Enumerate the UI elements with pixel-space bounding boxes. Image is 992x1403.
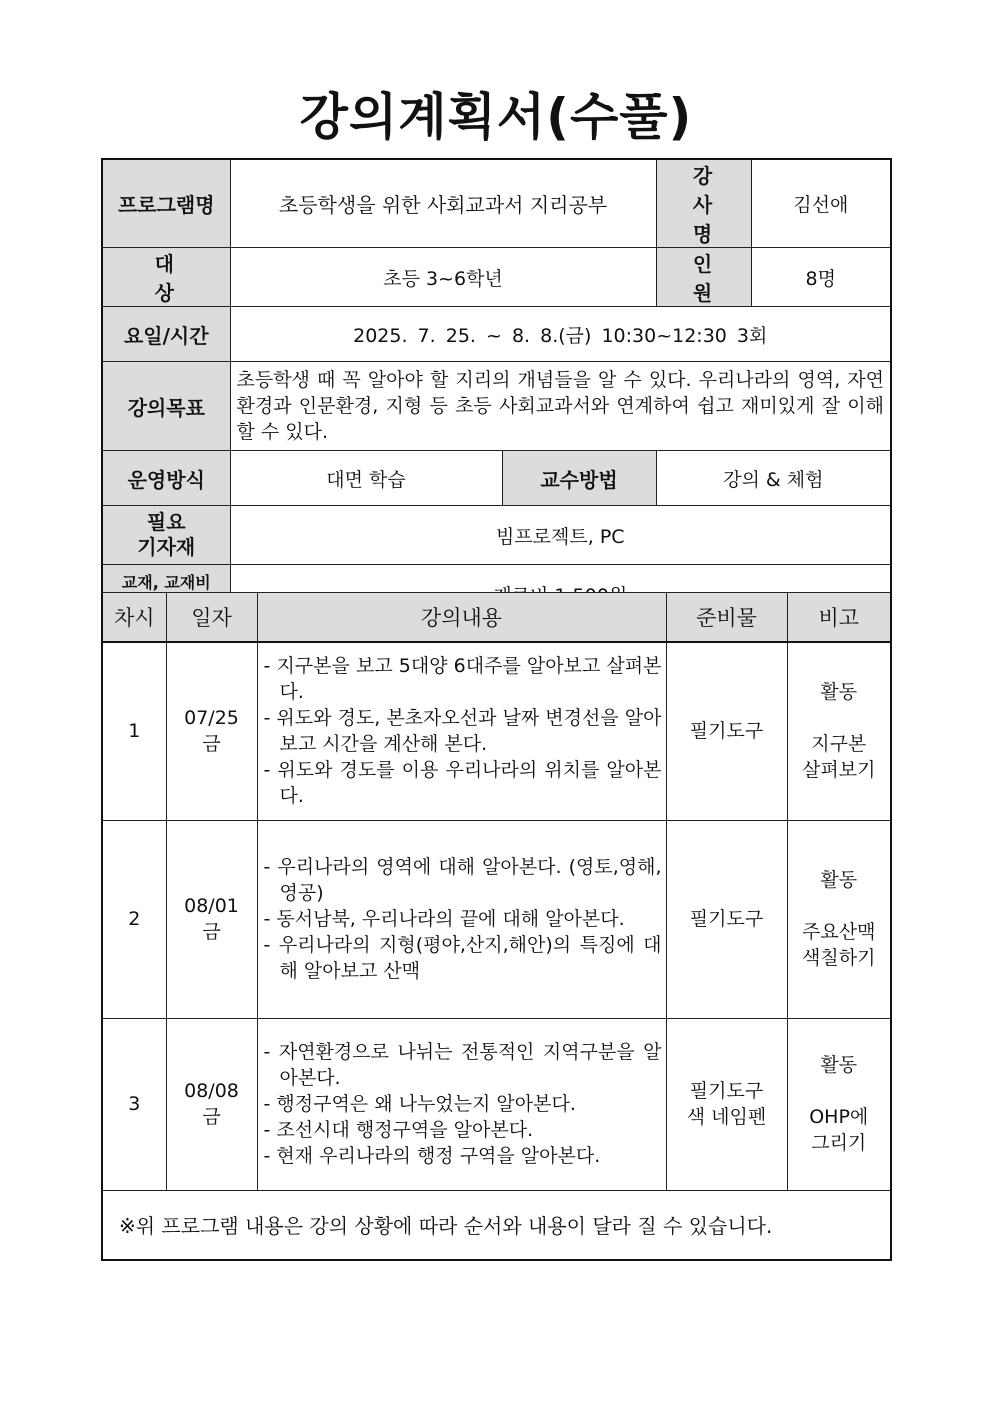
equip-label xyxy=(102,506,230,565)
note-line: 활동 xyxy=(820,869,858,891)
content-item: - 조선시대 행정구역을 알아본다. xyxy=(263,1119,534,1141)
schedule-header-row xyxy=(102,593,891,643)
note-line: 그리기 xyxy=(811,1132,867,1154)
note-line: 살펴보기 xyxy=(802,759,876,782)
teaching-label: 교수방법 xyxy=(502,451,656,506)
count-value: 8명 xyxy=(751,248,891,307)
footnote: ※위 프로그램 내용은 강의 상황에 따라 순서와 내용이 달라 질 수 있습니다. xyxy=(102,1190,891,1260)
table-row xyxy=(102,1018,891,1190)
content-item: - 자연환경으로 나뉘는 전통적인 지역구분을 알아본다. xyxy=(263,1041,662,1089)
day-value: 금 xyxy=(202,921,221,943)
footnote-row xyxy=(102,1190,891,1260)
page-title: 강의계획서(수풀) xyxy=(299,88,693,146)
material-label-line1: 교재, 교재비 xyxy=(121,573,211,592)
time-value: 2025. 7. 25. ~ 8. 8.(금) 10:30~12:30 3회 xyxy=(230,307,891,362)
teacher-value: 김선애 xyxy=(751,159,891,248)
equip-label-line2: 기자재 xyxy=(137,535,196,559)
teaching-value: 강의 & 체험 xyxy=(656,451,891,506)
program-value: 초등학생을 위한 사회교과서 지리공부 xyxy=(230,159,656,248)
goal-value: 초등학생 때 꼭 알아야 할 지리의 개념들을 알 수 있다. 우리나라의 영역, 자연환경과 인문환경, 지형 등 초등 사회교과서와 연계하여 쉽고 재미있게 잘 이해할 수 있다. xyxy=(230,362,891,451)
supplies xyxy=(666,642,787,820)
supply-item: 색 네임펜 xyxy=(686,1106,767,1128)
content-item: - 현재 우리나라의 행정 구역을 알아본다. xyxy=(263,1145,601,1167)
goal-row xyxy=(102,362,891,451)
content-item: - 위도와 경도를 이용 우리나라의 위치를 알아본다. xyxy=(263,759,662,808)
content-item: - 우리나라의 지형(평야,산지,해안)의 특징에 대해 알아보고 산맥 xyxy=(263,934,662,982)
note-line: 지구본 xyxy=(811,733,867,756)
method-value: 대면 학습 xyxy=(230,451,502,506)
table-row xyxy=(102,642,891,820)
supplies xyxy=(666,820,787,1018)
header-session: 차시 xyxy=(102,593,166,643)
table-row xyxy=(102,820,891,1018)
lecture-content xyxy=(257,1018,666,1190)
note-line xyxy=(788,1078,891,1104)
method-label: 운영방식 xyxy=(102,451,230,506)
lecture-content xyxy=(257,820,666,1018)
note-line xyxy=(788,705,891,731)
target-value: 초등 3~6학년 xyxy=(230,248,656,307)
session-number: 2 xyxy=(102,820,166,1018)
note xyxy=(787,1018,891,1190)
day-value: 금 xyxy=(202,733,221,756)
supply-item: 필기도구 xyxy=(689,720,764,743)
target-label: 대 상 xyxy=(102,248,230,307)
session-number: 3 xyxy=(102,1018,166,1190)
note-line: 활동 xyxy=(820,681,858,704)
session-number: 1 xyxy=(102,642,166,820)
date-value: 08/01 xyxy=(184,895,239,917)
content-item: - 우리나라의 영역에 대해 알아본다. (영토,영해,영공) xyxy=(263,856,662,904)
day-value: 금 xyxy=(202,1106,221,1128)
header-content: 강의내용 xyxy=(257,593,666,643)
equip-value: 빔프로젝트, PC xyxy=(230,506,891,565)
note xyxy=(787,820,891,1018)
session-date xyxy=(166,820,257,1018)
supply-item: 필기도구 xyxy=(689,908,764,930)
supply-item: 필기도구 xyxy=(689,1080,764,1102)
equip-label-line1: 필요 xyxy=(146,510,186,534)
content-item: - 동서남북, 우리나라의 끝에 대해 알아본다. xyxy=(263,908,625,930)
lecture-content xyxy=(257,642,666,820)
content-item: - 지구본을 보고 5대양 6대주를 알아보고 살펴본다. xyxy=(263,655,662,704)
time-row xyxy=(102,307,891,362)
note-line: OHP에 xyxy=(809,1106,869,1128)
program-label: 프로그램명 xyxy=(102,159,230,248)
header-supplies: 준비물 xyxy=(666,593,787,643)
session-date xyxy=(166,1018,257,1190)
program-row xyxy=(102,159,891,248)
date-value: 07/25 xyxy=(184,707,239,730)
note xyxy=(787,642,891,820)
time-label: 요일/시간 xyxy=(102,307,230,362)
count-label: 인 원 xyxy=(656,248,751,307)
date-value: 08/08 xyxy=(184,1080,239,1102)
note-line xyxy=(788,893,891,919)
note-line: 활동 xyxy=(820,1054,858,1076)
content-item: - 행정구역은 왜 나누었는지 알아본다. xyxy=(263,1093,576,1115)
target-row xyxy=(102,248,891,307)
note-line: 색칠하기 xyxy=(802,947,876,969)
goal-label: 강의목표 xyxy=(102,362,230,451)
schedule-table xyxy=(101,592,892,1261)
teacher-label: 강 사 명 xyxy=(656,159,751,248)
content-item: - 위도와 경도, 본초자오선과 날짜 변경선을 알아보고 시간을 계산해 본다. xyxy=(263,707,662,756)
info-table xyxy=(101,158,892,625)
equip-row xyxy=(102,506,891,565)
header-note: 비고 xyxy=(787,593,891,643)
method-row xyxy=(102,451,891,506)
supplies xyxy=(666,1018,787,1190)
header-date: 일자 xyxy=(166,593,257,643)
note-line: 주요산맥 xyxy=(802,921,876,943)
session-date xyxy=(166,642,257,820)
